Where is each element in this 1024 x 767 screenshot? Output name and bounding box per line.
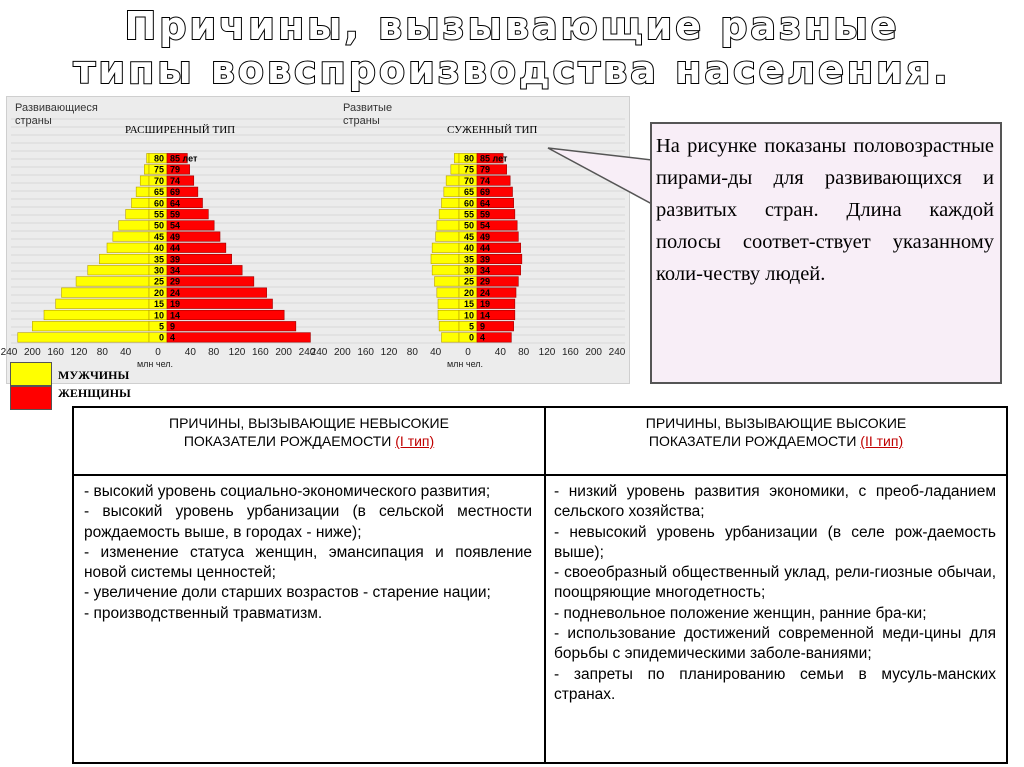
age-start-label: 35	[153, 254, 164, 265]
reasons-table	[72, 406, 1008, 764]
male-bar	[442, 198, 460, 208]
x-tick-label: 160	[251, 347, 269, 358]
male-bar	[107, 243, 149, 253]
age-start-label: 45	[463, 231, 474, 242]
x-tick-label: 120	[538, 347, 556, 358]
age-start-label: 80	[153, 153, 164, 164]
age-start-label: 20	[153, 287, 164, 298]
male-bar	[132, 198, 150, 208]
age-start-label: 10	[153, 310, 164, 321]
callout-text: На рисунке показаны половозрастные пирами-ды для развивающихся и развитых стран. Длина каждой полосы соответ-ствует указанному коли-честву людей.	[656, 135, 994, 285]
age-end-label: 64	[480, 198, 491, 209]
chart-group-label: Развивающиеся	[15, 102, 98, 114]
x-tick-label: 80	[518, 347, 530, 358]
reason-item: - высокий уровень урбанизации (в сельской местности рождаемость выше, в городах - ниже);	[84, 503, 532, 541]
age-end-label: 79	[480, 164, 491, 175]
age-start-label: 40	[153, 243, 164, 254]
age-start-label: 60	[463, 198, 474, 209]
x-tick-label: 240	[298, 347, 316, 358]
male-bar	[144, 165, 149, 175]
age-start-label: 20	[463, 287, 474, 298]
age-end-label: 29	[480, 276, 491, 287]
male-bar	[113, 232, 149, 242]
age-start-label: 75	[463, 164, 474, 175]
population-pyramids-chart	[0, 96, 630, 384]
female-bar	[167, 277, 254, 287]
female-bar	[167, 288, 267, 298]
x-tick-label: 160	[561, 347, 579, 358]
reason-item: - невысокий уровень урбанизации (в селе рож-даемость выше);	[554, 523, 996, 561]
x-tick-label: 240	[0, 347, 18, 358]
age-end-label: 64	[170, 198, 181, 209]
age-end-label: 49	[170, 231, 181, 242]
chart-group-label-line-2: страны	[343, 115, 380, 127]
age-start-label: 55	[463, 209, 474, 220]
male-bar	[438, 299, 459, 309]
age-end-label: 34	[480, 265, 491, 276]
age-end-label: 79	[170, 164, 181, 175]
x-tick-label: 240	[310, 347, 328, 358]
x-tick-label: 80	[208, 347, 220, 358]
age-start-label: 10	[463, 310, 474, 321]
age-start-label: 5	[158, 321, 164, 332]
age-start-label: 15	[463, 299, 474, 310]
age-end-label: 59	[480, 209, 491, 220]
male-bar	[432, 243, 459, 253]
x-tick-label: 200	[333, 347, 351, 358]
age-start-label: 0	[158, 332, 164, 343]
male-bar	[62, 288, 150, 298]
x-axis-label: млн чел.	[446, 359, 484, 369]
male-bar	[140, 176, 149, 186]
legend-female-swatch	[10, 386, 52, 410]
age-end-label: 24	[170, 287, 181, 298]
low-birthrate-reasons	[84, 482, 532, 624]
age-end-label: 39	[170, 254, 181, 265]
age-end-label: 29	[170, 276, 181, 287]
age-end-label: 24	[480, 287, 491, 298]
age-end-label: 85 лет	[170, 153, 198, 164]
male-bar	[88, 265, 149, 275]
male-bar	[438, 310, 459, 320]
male-bar	[136, 187, 149, 197]
age-end-label: 74	[170, 175, 181, 186]
male-bar	[439, 209, 459, 219]
male-bar	[44, 310, 149, 320]
male-bar	[451, 165, 459, 175]
age-end-label: 54	[170, 220, 181, 231]
reason-item: - подневольное положение женщин, ранние бра-ки;	[554, 604, 927, 622]
age-start-label: 40	[463, 243, 474, 254]
table-header-low-birthrate	[74, 408, 544, 474]
male-bar	[431, 254, 459, 264]
header-text: ПОКАЗАТЕЛИ РОЖДАЕМОСТИ	[648, 433, 857, 449]
reason-item: - низкий уровень развития экономики, с преоб-ладанием сельского хозяйства;	[554, 483, 996, 521]
x-tick-label: 0	[155, 347, 161, 358]
age-end-label: 39	[480, 254, 491, 265]
male-bar	[437, 288, 459, 298]
reason-item: - использование достижений современной меди-цины для борьбы с эпидемическими заболе-ваниями;	[554, 625, 996, 663]
table-header-high-birthrate	[546, 408, 1006, 474]
age-end-label: 4	[480, 332, 486, 343]
reason-item: - запреты по планированию семьи в мусуль-манских странах.	[554, 665, 996, 703]
age-start-label: 70	[153, 175, 164, 186]
x-axis-label: млн чел.	[136, 359, 174, 369]
female-bar	[167, 310, 284, 320]
header-line-2	[546, 432, 1006, 450]
x-tick-label: 80	[406, 347, 418, 358]
pyramid-type-title: СУЖЕННЫЙ ТИП	[447, 124, 538, 136]
age-start-label: 25	[463, 276, 474, 287]
age-end-label: 14	[480, 310, 491, 321]
age-start-label: 75	[153, 164, 164, 175]
age-start-label: 70	[463, 175, 474, 186]
page-title-line-1: Причины, вызывающие разные	[124, 4, 900, 48]
x-tick-label: 200	[585, 347, 603, 358]
age-start-label: 50	[153, 220, 164, 231]
header-line-1: ПРИЧИНЫ, ВЫЗЫВАЮЩИЕ ВЫСОКИЕ	[645, 415, 907, 431]
male-bar	[446, 176, 459, 186]
age-end-label: 19	[480, 299, 491, 310]
pyramids-svg	[0, 97, 629, 383]
high-birthrate-reasons	[554, 482, 996, 705]
age-end-label: 74	[480, 175, 491, 186]
age-end-label: 85 лет	[480, 153, 508, 164]
chart-group-label-line-2: страны	[15, 115, 52, 127]
male-bar	[432, 265, 459, 275]
female-bar	[167, 299, 273, 309]
x-tick-label: 80	[96, 347, 108, 358]
male-bar	[435, 277, 460, 287]
legend-female-label: ЖЕНЩИНЫ	[58, 386, 131, 400]
callout-pointer	[548, 148, 658, 208]
x-tick-label: 200	[23, 347, 41, 358]
male-bar	[32, 321, 149, 331]
age-start-label: 55	[153, 209, 164, 220]
pyramid-type-title: РАСШИРЕННЫЙ ТИП	[125, 124, 236, 136]
table-row-divider	[74, 474, 1006, 476]
female-bar	[167, 333, 310, 343]
x-tick-label: 120	[380, 347, 398, 358]
x-tick-label: 160	[47, 347, 65, 358]
legend-male-swatch	[10, 362, 52, 386]
age-end-label: 4	[170, 332, 176, 343]
age-end-label: 14	[170, 310, 181, 321]
age-end-label: 19	[170, 299, 181, 310]
age-end-label: 44	[170, 243, 181, 254]
x-tick-label: 160	[357, 347, 375, 358]
x-tick-label: 0	[465, 347, 471, 358]
header-line-1: ПРИЧИНЫ, ВЫЗЫВАЮЩИЕ НЕВЫСОКИЕ	[169, 415, 449, 431]
age-start-label: 25	[153, 276, 164, 287]
age-start-label: 15	[153, 299, 164, 310]
reason-item: - увеличение доли старших возрастов - старение нации;	[84, 584, 491, 602]
x-tick-label: 40	[494, 347, 506, 358]
male-bar	[437, 221, 459, 231]
x-tick-label: 40	[184, 347, 196, 358]
header-type-tag: (II тип)	[860, 433, 904, 449]
legend-male-label: МУЖЧИНЫ	[58, 368, 130, 382]
reason-item: - изменение статуса женщин, эмансипация и появление новой системы ценностей;	[84, 543, 532, 582]
male-bar	[56, 299, 149, 309]
male-bar	[439, 321, 459, 331]
chart-group-label: Развитые	[343, 102, 393, 114]
x-tick-label: 40	[430, 347, 442, 358]
age-end-label: 44	[480, 243, 491, 254]
male-bar	[126, 209, 149, 219]
male-bar	[119, 221, 149, 231]
age-end-label: 9	[480, 321, 486, 332]
table-column-divider	[544, 408, 546, 762]
male-bar	[454, 153, 459, 163]
male-bar	[147, 153, 149, 163]
male-bar	[18, 333, 149, 343]
male-bar	[436, 232, 459, 242]
x-tick-label: 240	[608, 347, 626, 358]
age-start-label: 65	[153, 187, 164, 198]
age-end-label: 9	[170, 321, 176, 332]
age-end-label: 59	[170, 209, 181, 220]
x-tick-label: 40	[120, 347, 132, 358]
age-start-label: 5	[468, 321, 474, 332]
header-type-tag: (I тип)	[395, 433, 435, 449]
male-bar	[76, 277, 149, 287]
age-start-label: 45	[153, 231, 164, 242]
header-text: ПОКАЗАТЕЛИ РОЖДАЕМОСТИ	[183, 433, 392, 449]
male-bar	[444, 187, 459, 197]
age-start-label: 60	[153, 198, 164, 209]
age-start-label: 0	[468, 332, 474, 343]
reason-item: - производственный травматизм.	[84, 604, 323, 622]
age-end-label: 34	[170, 265, 181, 276]
x-tick-label: 120	[228, 347, 246, 358]
age-start-label: 80	[463, 153, 474, 164]
header-line-2	[74, 432, 544, 450]
age-end-label: 69	[480, 187, 491, 198]
male-bar	[99, 254, 149, 264]
male-bar	[442, 333, 460, 343]
age-start-label: 65	[463, 187, 474, 198]
age-start-label: 35	[463, 254, 474, 265]
x-tick-label: 120	[70, 347, 88, 358]
reason-item: - высокий уровень социально-экономического развития;	[84, 483, 491, 500]
reason-item: - своеобразный общественный уклад, рели-гиозные обычаи, поощряющие многодетность;	[554, 564, 996, 602]
x-tick-label: 200	[275, 347, 293, 358]
page-title-line-2: типы вовспроизводства населения.	[73, 48, 951, 92]
age-end-label: 54	[480, 220, 491, 231]
female-bar	[167, 321, 296, 331]
age-start-label: 50	[463, 220, 474, 231]
age-end-label: 69	[170, 187, 181, 198]
age-start-label: 30	[153, 265, 164, 276]
age-start-label: 30	[463, 265, 474, 276]
age-end-label: 49	[480, 231, 491, 242]
